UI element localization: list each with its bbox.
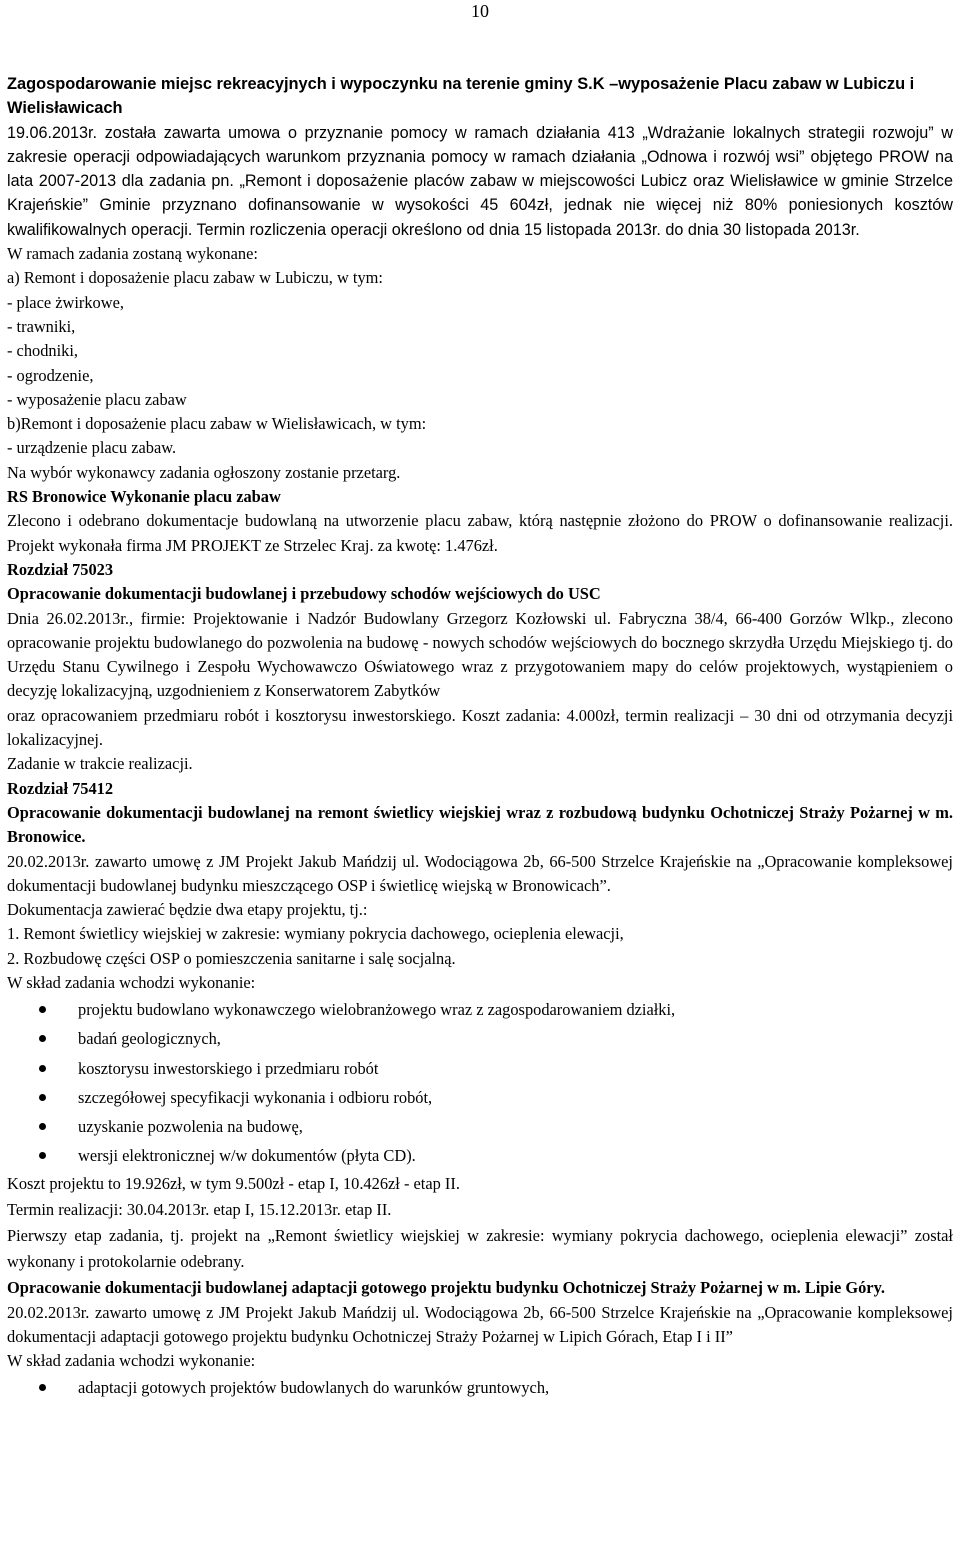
scope-list-lipie-gory <box>7 1373 953 1402</box>
item-a-line-2: - trawniki, <box>7 316 76 336</box>
paragraph-bronowice-playground: Zlecono i odebrano dokumentacje budowlaną na utworzenie placu zabaw, którą następnie złożono do PROW o dofinansowanie realizacji. Projekt wykonała firma JM PROJEKT ze Strzelec Kraj. za kwotę: 1.476zł. <box>7 511 953 555</box>
bullet-icon <box>39 1035 46 1042</box>
paragraph-usc-design: Dnia 26.02.2013r., firmie: Projektowanie i Nadzór Budowlany Grzegorz Kozłowski ul. Fabryczna 38/4, 66-400 Gorzów Wlkp., zlecono opracowanie projektu budowlanego do pozwolenia na budowę - nowych schodów wejściowych do bocznego skrzydła Urzędu Miejskiego tj. do Urzędu Stanu Cywilnego i Zespołu Wychowawczo Oświatowego wraz z przygotowaniem mapy do celów projektowych, wystąpieniem o decyzję lokalizacyjną, uzgodnieniem z Konserwatorem Zabytków <box>7 608 953 701</box>
item-b-wielislawice: b)Remont i doposażenie placu zabaw w Wielisławicach, w tym: <box>7 414 427 434</box>
status-in-progress: Zadanie w trakcie realizacji. <box>7 754 193 774</box>
scope-intro-3: W skład zadania wchodzi wykonanie: <box>7 1351 256 1371</box>
cost-line: Koszt projektu to 19.926zł, w tym 9.500zł - etap I, 10.426zł - etap II. <box>7 1173 460 1193</box>
deadline-line: Termin realizacji: 30.04.2013r. etap I, 15.12.2013r. etap II. <box>7 1199 392 1219</box>
bullet-icon <box>39 1123 46 1130</box>
bullet-icon <box>39 1065 46 1072</box>
chapter-75412: Rozdział 75412 <box>7 778 114 798</box>
item-a-line-1: - place żwirkowe, <box>7 292 124 312</box>
paragraph-contract: 19.06.2013r. została zawarta umowa o przyznanie pomocy w ramach działania 413 „Wdrażanie lokalnych strategii rozwoju” w zakresie operacji odpowiadających warunkom przyznania pomocy w ramach działania „Odnowa i rozwój wsi” objętego PROW na lata 2007-2013 dla zadania pn. „Remont i doposażenie placów zabaw w miejscowości Lubicz oraz Wielisławice w gminie Strzelce Krajeńskie” Gminie przyznano dofinansowanie w wysokości 45 604zł, jednak nie więcej niż 80% poniesionych kosztów kwalifikowalnych operacji. Termin rozliczenia operacji określono od dnia 15 listopada 2013r. do dnia 30 listopada 2013r. <box>7 123 953 239</box>
section-heading-usc-stairs: Opracowanie dokumentacji budowlanej i przebudowy schodów wejściowych do USC <box>7 584 601 604</box>
stages-intro: Dokumentacja zawierać będzie dwa etapy projektu, tj.: <box>7 900 368 920</box>
paragraph-bronowice-contract: 20.02.2013r. zawarto umowę z JM Projekt Jakub Mańdzij ul. Wodociągowa 2b, 66-500 Strzelce Krajeńskie na „Opracowanie kompleksowej dokumentacji budowlanej budynku mieszczącego OSP i świetlicę wiejską w Bronowicach”. <box>7 851 953 895</box>
bullet-icon <box>39 1384 46 1391</box>
section-heading-bronowice-osp: Opracowanie dokumentacji budowlanej na remont świetlicy wiejskiej wraz z rozbudową budynku Ochotniczej Straży Pożarnej w m. Bronowice. <box>7 802 953 847</box>
tender-note: Na wybór wykonawcy zadania ogłoszony zostanie przetarg. <box>7 462 401 482</box>
list-item: badań geologicznych, <box>7 1024 953 1053</box>
item-a-line-5: - wyposażenie placu zabaw <box>7 389 187 409</box>
document-body <box>7 72 953 1403</box>
page-number: 10 <box>471 1 489 21</box>
section-heading-bronowice-playground: RS Bronowice Wykonanie placu zabaw <box>7 487 281 507</box>
paragraph-lipie-gory-contract: 20.02.2013r. zawarto umowę z JM Projekt Jakub Mańdzij ul. Wodociągowa 2b, 66-500 Strzelce Krajeńskie na „Opracowanie kompleksowej dokumentacji adaptacji gotowego projektu budynku Ochotniczej Straży Pożarnej w Lipich Górach, Etap I i II” <box>7 1302 953 1346</box>
list-item: uzyskanie pozwolenia na budowę, <box>7 1112 953 1141</box>
item-b-line-1: - urządzenie placu zabaw. <box>7 438 177 458</box>
item-a-line-4: - ogrodzenie, <box>7 365 94 385</box>
bullet-icon <box>39 1152 46 1159</box>
stage-2: 2. Rozbudowę części OSP o pomieszczenia sanitarne i salę socjalną. <box>7 948 456 968</box>
item-a-line-3: - chodniki, <box>7 341 79 361</box>
item-a-lubicz: a) Remont i doposażenie placu zabaw w Lubiczu, w tym: <box>7 268 383 288</box>
list-item: adaptacji gotowych projektów budowlanych do warunków gruntowych, <box>7 1373 953 1402</box>
list-item: kosztorysu inwestorskiego i przedmiaru robót <box>7 1054 953 1083</box>
list-item: wersji elektronicznej w/w dokumentów (płyta CD). <box>7 1141 953 1170</box>
bullet-icon <box>39 1006 46 1013</box>
scope-intro-2: W skład zadania wchodzi wykonanie: <box>7 972 256 992</box>
list-item: szczegółowej specyfikacji wykonania i odbioru robót, <box>7 1083 953 1112</box>
chapter-75023: Rozdział 75023 <box>7 559 114 579</box>
list-item: projektu budowlano wykonawczego wielobranżowego wraz z zagospodarowaniem działki, <box>7 995 953 1024</box>
stage-1: 1. Remont świetlicy wiejskiej w zakresie: wymiany pokrycia dachowego, ocieplenia elewacji, <box>7 924 624 944</box>
scope-list-bronowice <box>7 995 953 1170</box>
section-heading-lipie-gory: Opracowanie dokumentacji budowlanej adaptacji gotowego projektu budynku Ochotniczej Straży Pożarnej w m. Lipie Góry. <box>7 1277 885 1297</box>
paragraph-first-stage-done: Pierwszy etap zadania, tj. projekt na „Remont świetlicy wiejskiej w zakresie: wymiany pokrycia dachowego, ocieplenia elewacji” został wykonany i protokolarnie odebrany. <box>7 1225 953 1271</box>
scope-intro: W ramach zadania zostaną wykonane: <box>7 244 258 264</box>
section-heading-playgrounds: Zagospodarowanie miejsc rekreacyjnych i wypoczynku na terenie gminy S.K –wyposażenie Placu zabaw w Lubiczu i Wielisławicach <box>7 75 915 118</box>
paragraph-usc-cost: oraz opracowaniem przedmiaru robót i kosztorysu inwestorskiego. Koszt zadania: 4.000zł, termin realizacji – 30 dni od otrzymania decyzji lokalizacyjnej. <box>7 705 953 750</box>
bullet-icon <box>39 1094 46 1101</box>
